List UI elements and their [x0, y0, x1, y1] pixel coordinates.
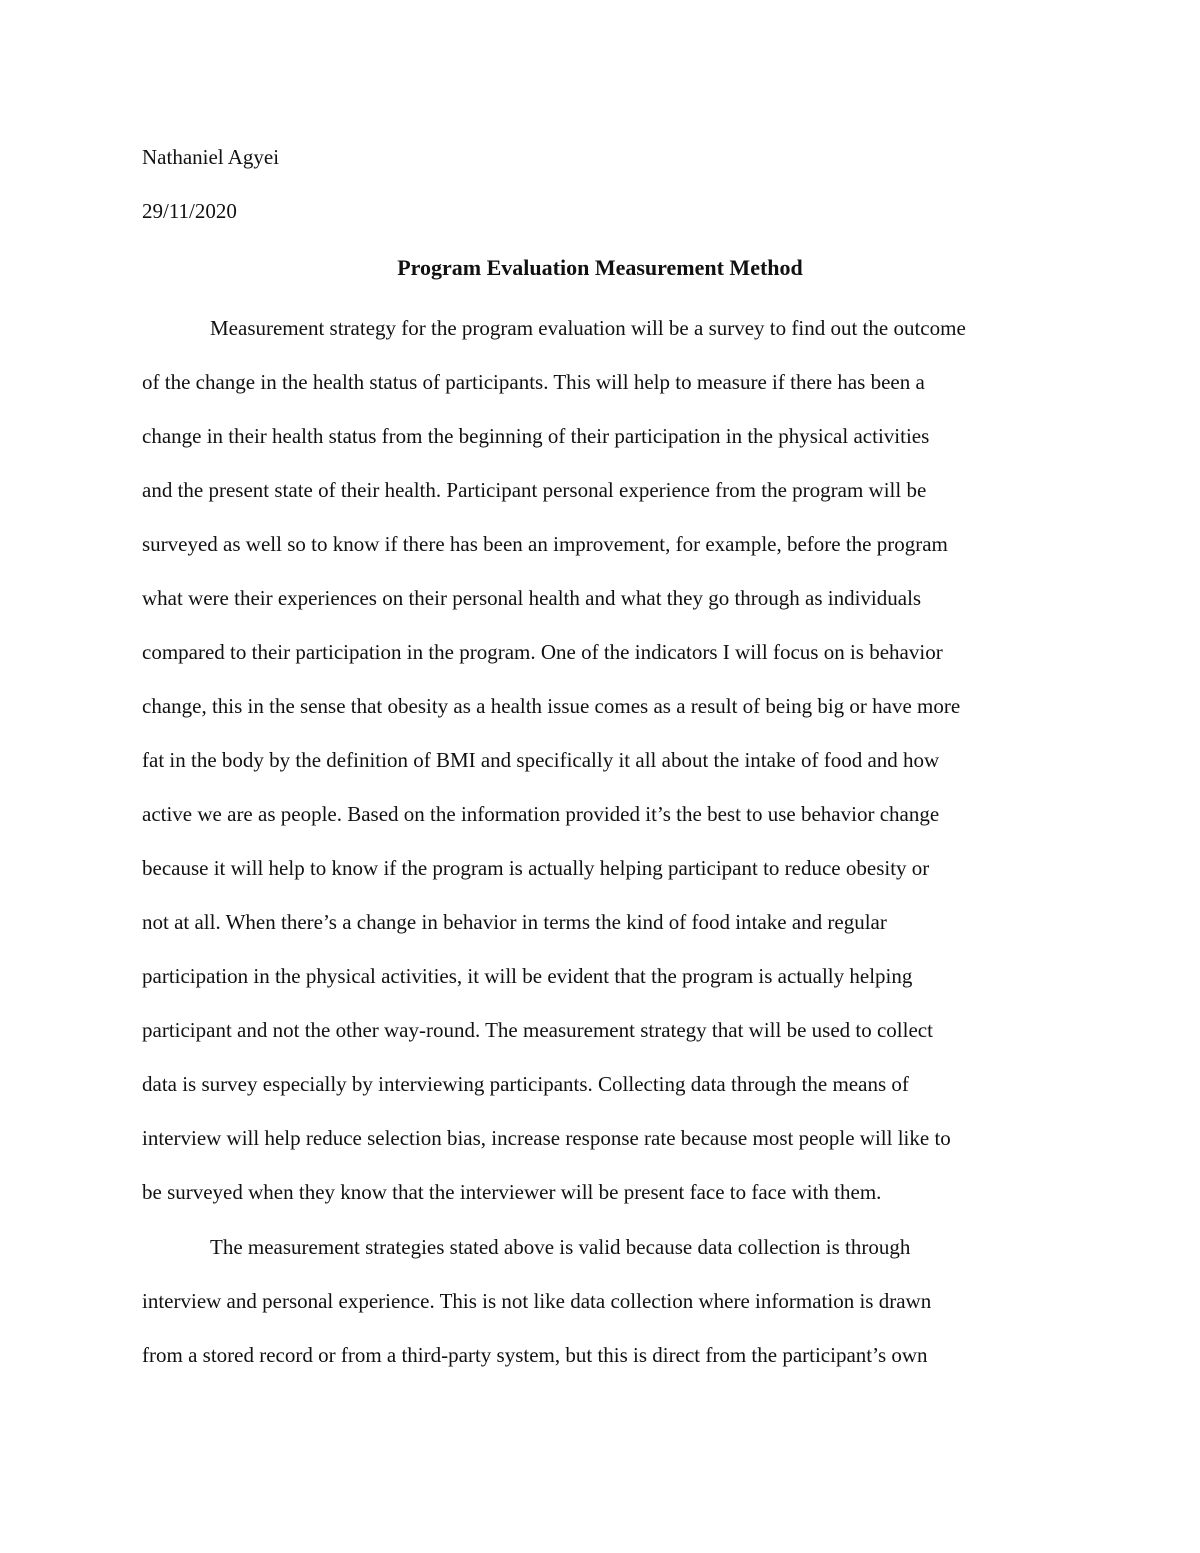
text-line: because it will help to know if the program is actually helping participant to reduce obesity or	[142, 856, 930, 880]
text-line: fat in the body by the definition of BMI and specifically it all about the intake of food and how	[142, 748, 940, 772]
text-line: The measurement strategies stated above is valid because data collection is through	[210, 1235, 911, 1259]
text-line: surveyed as well so to know if there has been an improvement, for example, before the program	[142, 532, 948, 556]
text-line: participant and not the other way-round. The measurement strategy that will be used to collect	[142, 1018, 933, 1042]
text-line: data is survey especially by interviewing participants. Collecting data through the means of	[142, 1072, 909, 1096]
text-line: not at all. When there’s a change in behavior in terms the kind of food intake and regular	[142, 910, 887, 934]
paragraph-2	[142, 1220, 1062, 1382]
text-line: change, this in the sense that obesity as a health issue comes as a result of being big or have more	[142, 694, 961, 718]
text-line: of the change in the health status of participants. This will help to measure if there has been a	[142, 370, 925, 394]
document-title: Program Evaluation Measurement Method	[397, 255, 803, 280]
text-line: active we are as people. Based on the information provided it’s the best to use behavior change	[142, 802, 940, 826]
author-name: Nathaniel Agyei	[142, 145, 280, 169]
text-line: compared to their participation in the program. One of the indicators I will focus on is behavior	[142, 640, 943, 664]
text-line: be surveyed when they know that the interviewer will be present face to face with them.	[142, 1180, 882, 1204]
text-line: and the present state of their health. Participant personal experience from the program will be	[142, 478, 927, 502]
text-line: participation in the physical activities, it will be evident that the program is actually helping	[142, 964, 913, 988]
text-line: Measurement strategy for the program evaluation will be a survey to find out the outcome	[210, 316, 966, 340]
text-line: interview and personal experience. This is not like data collection where information is drawn	[142, 1289, 932, 1313]
document-page	[142, 130, 1062, 1382]
text-line: change in their health status from the beginning of their participation in the physical activities	[142, 424, 930, 448]
paragraph-1	[142, 301, 1062, 1219]
text-line: interview will help reduce selection bias, increase response rate because most people will like to	[142, 1126, 951, 1150]
text-line: from a stored record or from a third-party system, but this is direct from the participant’s own	[142, 1343, 928, 1367]
text-line: what were their experiences on their personal health and what they go through as individuals	[142, 586, 922, 610]
document-date: 29/11/2020	[142, 199, 237, 223]
